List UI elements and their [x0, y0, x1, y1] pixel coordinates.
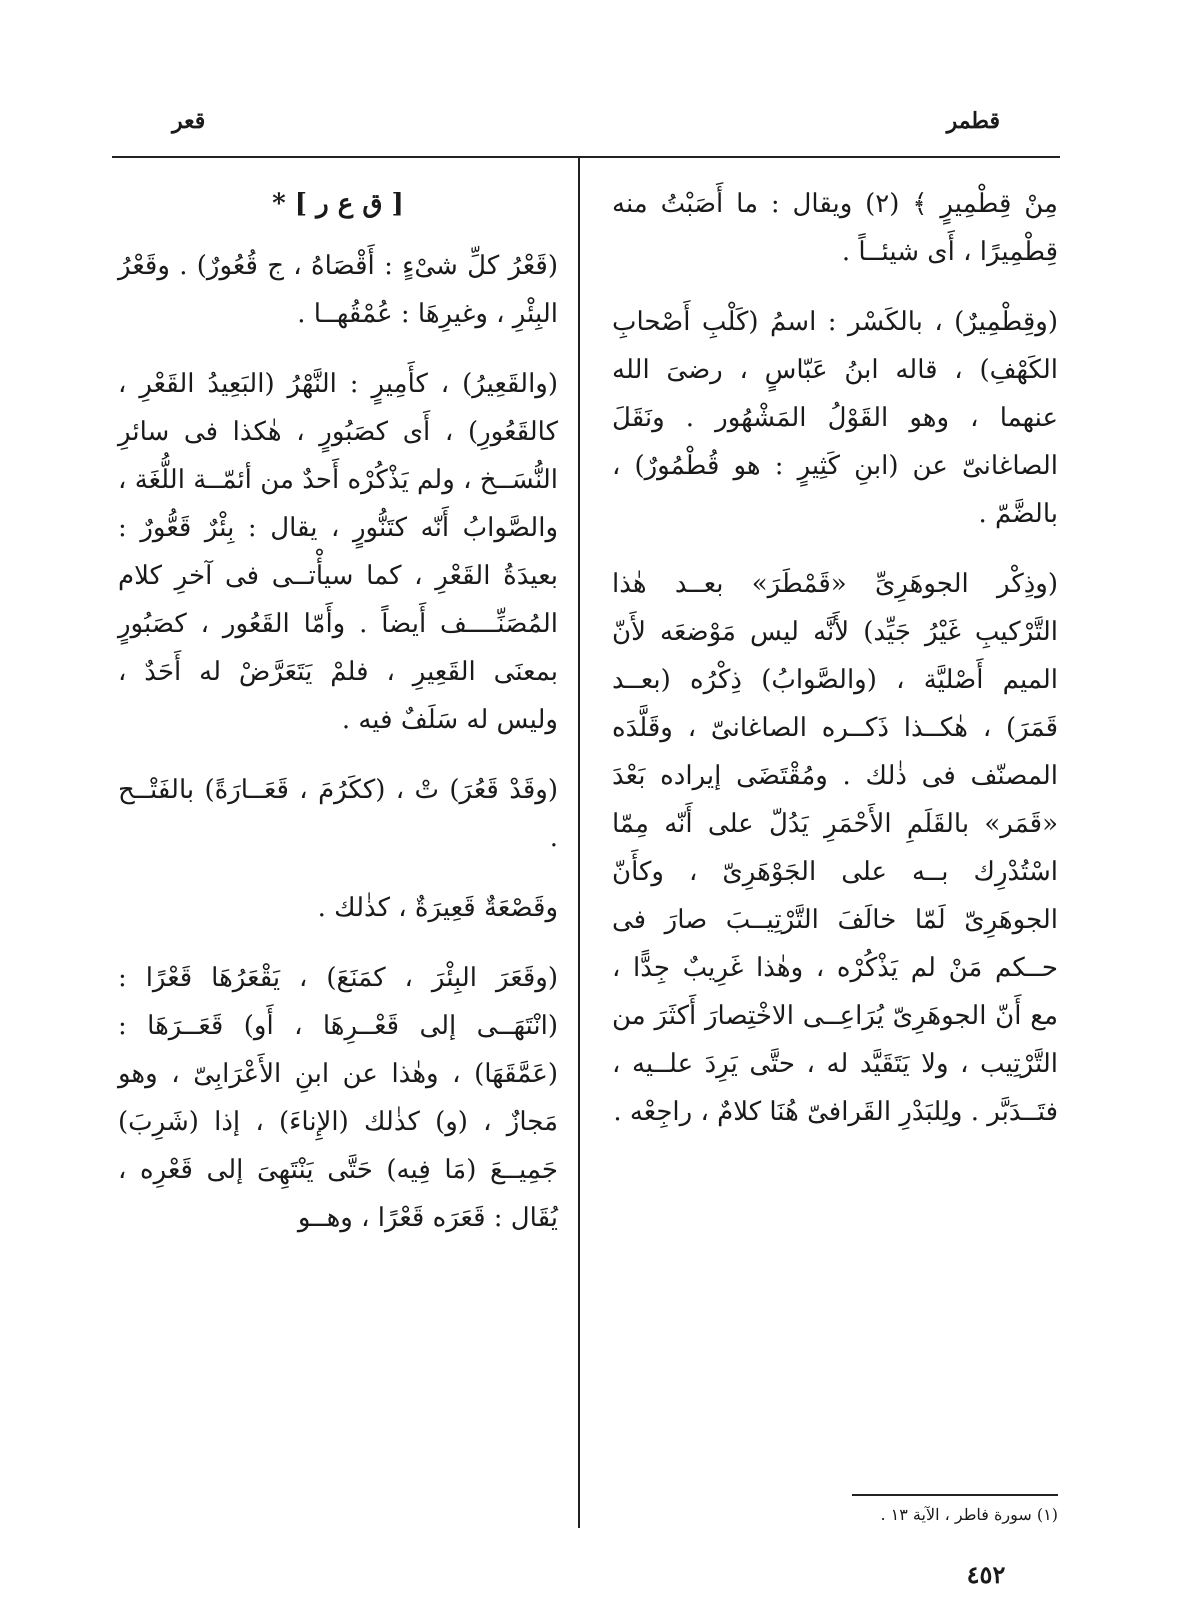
running-head-right: قطمر	[946, 108, 1000, 134]
footnote-rule	[852, 1494, 1058, 1496]
column-divider	[578, 158, 580, 1528]
left-paragraph-2: (والقَعِيرُ) ، كأَمِيرٍ : النَّهْرُ (البَعِيدُ القَعْرِ ، كالقَعُورِ) ، أَى كصَبُورٍ ، هٰكذا فى سائرِ النُّسَــخ ، ولم يَذْكُرْه أَحدٌ من أئمّــة اللُّغَة ، والصَّوابُ أَنّه كتَنُّورٍ ، يقال : بِئْرٌ قَعُّورٌ : بعيدَةُ القَعْرِ ، كما سيأْتــى فى آخرِ كلام المُصَنِّــــف أَيضاً . وأَمّا القَعُور ، كصَبُورٍ بمعنَى القَعِيرِ ، فلمْ يَتَعَرَّضْ له أَحَدٌ ، وليس له سَلَفٌ فيه .	[118, 369, 558, 735]
page-number: ٤٥٢	[966, 1560, 1006, 1589]
left-paragraph-5: (وقَعَرَ البِئْرَ ، كمَنَعَ) ، يَقْعَرُهَا قَعْرًا : (انْتَهَــى إلى قَعْــرِهَا ، أَو) قَعَــرَهَا : (عَمَّقَهَا) ، وهٰذا عن ابنِ الأَعْرَابِىّ ، وهو مَجازٌ ، (و) كذٰلك (الإِناءَ) ، إذا (شَرِبَ) جَمِيــعَ (مَا فِيه) حَتَّى يَنْتَهِىَ إلى قَعْرِه ، يُقَال : قَعَرَه قَعْرًا ، وهــو	[118, 963, 558, 1233]
right-paragraph-1: مِنْ قِطْمِيرٍ ﴾ (٢) ويقال : ما أَصَبْتُ منه قِطْمِيرًا ، أَى شيئــاً .	[612, 189, 1058, 267]
left-paragraph-3: (وقَدْ قَعُرَ) تْ ، (ككَرُمَ ، قَعَــارَةً) بالفَتْــح .	[118, 775, 558, 853]
entry-heading: [ ق ع ر ] *	[272, 189, 404, 219]
right-paragraph-3: (وذِكْر الجوهَرِىِّ «قَمْطَرَ» بعــد هٰذا التَّرْكيبِ غَيْرُ جَيِّد) لأَنَّه ليس مَوْضعَه لأَنّ الميم أَصْليَّة ، (والصَّوابُ) ذِكْرُه (بعــد قَمَرَ) ، هٰكــذا ذَكــره الصاغانىّ ، وقَلَّدَه المصنّف فى ذٰلك . ومُقْتَضَى إيراده بَعْدَ «قَمَر» بالقَلَمِ الأَحْمَرِ يَدُلّ على أَنّه مِمّا اسْتُدْرِك بــه على الجَوْهَرِىّ ، وكأَنّ الجوهَرِىّ لَمّا خالَفَ التَّرْتِيــبَ صارَ فى حــكم مَنْ لم يَذْكُرْه ، وهٰذا غَرِيبٌ جِدًّا ، مع أَنّ الجوهَرِىّ يُرَاعِــى الاخْتِصارَ أَكثَرَ من التَّرْتِيب ، ولا يَتَقَيَّد له ، حتَّى يَرِدَ علــيه ، فتَــدَبَّر . ولِلبَدْرِ القَرافىّ هُنَا كلامٌ ، راجِعْه .	[612, 569, 1058, 1127]
left-paragraph-1: (قَعْرُ كلِّ شىْءٍ : أَقْصَاهُ ، ج قُعُورٌ) . وقَعْرُ البِئْرِ ، وغيرِهَا : عُمْقُهــا .	[118, 251, 558, 329]
header-rule	[112, 156, 1060, 158]
right-column	[612, 180, 1058, 1158]
right-paragraph-2: (وقِطْمِيرٌ) ، بالكَسْر : اسمُ (كَلْبِ أَصْحابِ الكَهْفِ) ، قاله ابنُ عَبّاسٍ ، رضىَ الله عنهما ، وهو القَوْلُ المَشْهُور . ونَقَلَ الصاغانىّ عن (ابنِ كَثِيرٍ : هو قُطْمُورٌ) ، بالضَّمّ .	[612, 307, 1058, 529]
left-column	[118, 180, 558, 1264]
footnote: (١) سورة فاطر ، الآية ١٣ .	[880, 1505, 1058, 1524]
left-paragraph-4: وقَصْعَةٌ قَعِيرَةٌ ، كذٰلك .	[317, 893, 558, 923]
running-head-left: قعر	[172, 108, 206, 134]
